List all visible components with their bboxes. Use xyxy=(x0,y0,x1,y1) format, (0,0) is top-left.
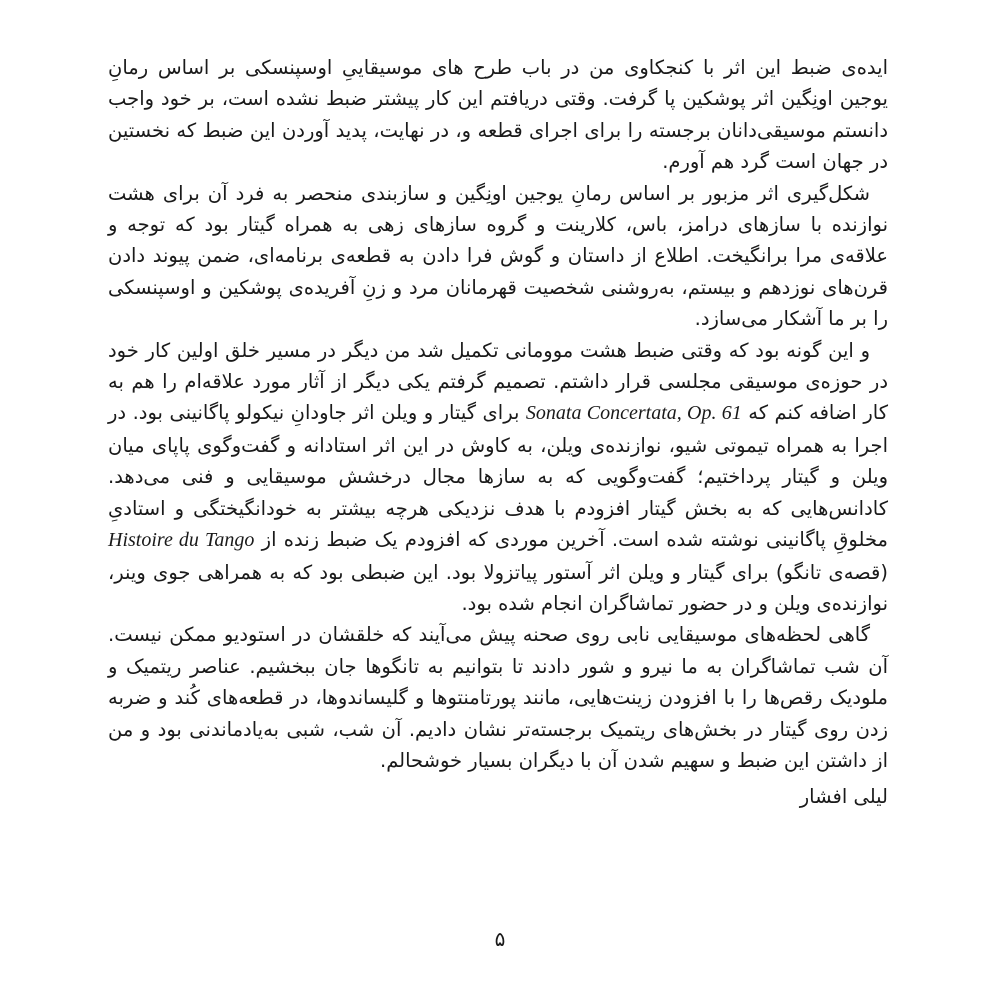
paragraph-3-latin-title-2: Histoire du Tango xyxy=(108,529,255,552)
document-page xyxy=(108,52,888,952)
paragraph-2: شکل‌گیری اثر مزبور بر اساس رمانِ یوجین اونِگین و سازبندی منحصر به فرد آن برای هشت نوازنده با سازهای درامز، باس، کلارینت و گروه سازهای زهی به همراه گیتار بود که توجه و علاقه‌ی مرا برانگیخت. اطلاع از داستان و گوش فرا دادن به قطعه‌ی برنامه‌ای، ضمن پیوند دادن قرن‌های نوزدهم و بیستم، به‌روشنی شخصیت قهرمانان مرد و زنِ آفریده‌ی پوشکین و اوسپنسکی را بر ما آشکار می‌سازد. xyxy=(108,181,888,331)
paragraph-4: گاهی لحظه‌های موسیقایی نابی روی صحنه پیش می‌آیند که خلقشان در استودیو ممکن نیست. آن شب تماشاگران به ما نیرو و شور دادند تا بتوانیم به تانگوها جان ببخشیم. عناصر ریتمیک و ملودیک رقص‌ها را با افزودن زینت‌هایی، مانند پورتامنتوها و گلیساندوها، در قطعه‌های کُند و ضربه زدن روی گیتار در بخش‌های ریتمیک برجسته‌تر نشان دادیم. آن شب، شبی به‌یادماندنی بود و من از داشتن این ضبط و سهیم شدن آن با دیگران بسیار خوشحالم. xyxy=(108,623,888,772)
paragraph-1: ایده‌ی ضبط این اثر با کنجکاوی من در باب طرح های موسیقاییِ اوسپنسکی بر اساس رمانِ یوجین اونِگین اثر پوشکین پا گرفت. وقتی دریافتم این کار پیشتر ضبط نشده است، بر خود واجب دانستم موسیقی‌دانان برجسته را برای اجرای قطعه و، در نهایت، پدید آوردن این ضبط که نخستین در جهان است گرد هم آورم. xyxy=(108,56,888,174)
paragraph-3 xyxy=(108,335,888,620)
paragraph-3-part-1: و این گونه بود که وقتی ضبط هشت موومانی تکمیل شد من دیگر در مسیر خلق اولین کار خود در حوزه‌ی موسیقی مجلسی قرار داشتم. تصمیم گرفتم یکی دیگر از آثار مورد علاقه‌ام را هم به کار اضافه کنم که xyxy=(108,338,888,425)
author-signature: لیلی افشار xyxy=(799,785,888,809)
paragraph-3-part-3: (قصه‌ی تانگو) برای گیتار و ویلن اثر آستور پیاتزولا بود. این ضبطی بود که به همراهی جوی وینر، نوازنده‌ی ویلن و در حضور تماشاگران انجام شده بود. xyxy=(108,560,888,615)
paragraph-3-part-2: برای گیتار و ویلن اثر جاودانِ نیکولو پاگانینی بود. در اجرا به همراه تیموتی شیو، نوازنده‌ی ویلن، به کاوش در این اثر استادانه و گفت‌وگوی پاپای میان ویلن و گیتار پرداختیم؛ گفت‌وگویی که به سازها مجال درخشش موسیقایی و فنی می‌دهد. کادانس‌هایی که به بخش گیتار افزودم با هدف نزدیکی هرچه بیشتر به خودانگیختگی و استادیِ مخلوقِ پاگانینی نوشته شده است. آخرین موردی که افزودم یک ضبط زنده از xyxy=(108,401,888,552)
paragraph-3-latin-title-1: Sonata Concertata, Op. 61 xyxy=(525,402,742,425)
page-number: ۵ xyxy=(494,927,506,951)
